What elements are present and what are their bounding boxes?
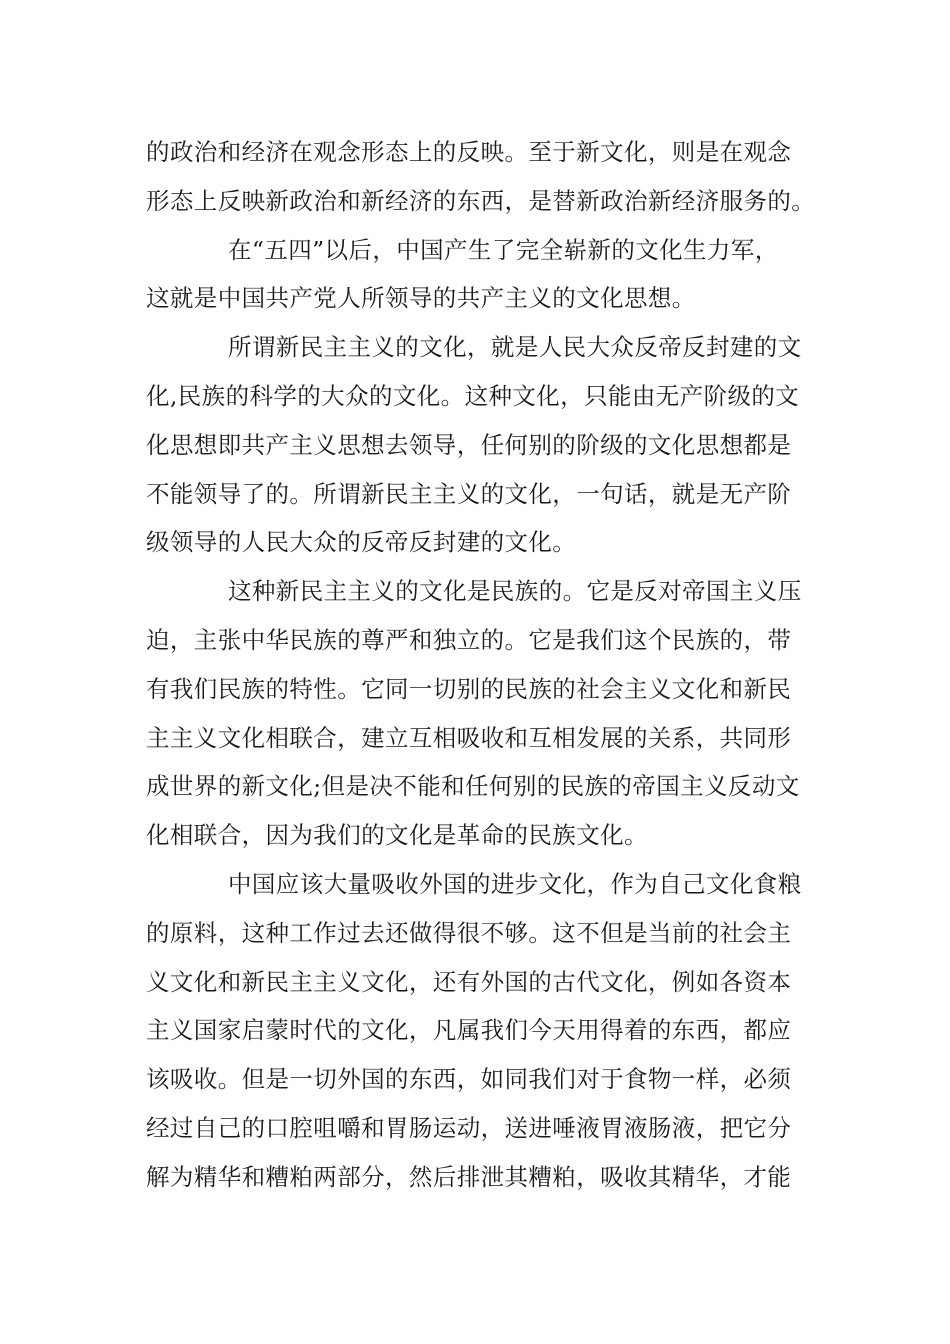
text-line: 迫，主张中华民族的尊严和独立的。它是我们这个民族的，带 bbox=[146, 625, 792, 654]
text-line: 化思想即共产主义思想去领导，任何别的阶级的文化思想都是 bbox=[146, 430, 792, 459]
text-line: 的政治和经济在观念形态上的反映。至于新文化，则是在观念 bbox=[146, 138, 792, 166]
text-line: 义文化和新民主主义文化，还有外国的古代文化，例如各资本 bbox=[146, 967, 792, 996]
text-line: 经过自己的口腔咀嚼和胃肠运动，送进唾液胃液肠液，把它分 bbox=[146, 1113, 792, 1142]
paragraph bbox=[146, 128, 816, 226]
text-line: 成世界的新文化;但是决不能和任何别的民族的帝国主义反动文 bbox=[146, 772, 800, 801]
text-line: 该吸收。但是一切外国的东西，如同我们对于食物一样，必须 bbox=[146, 1065, 792, 1094]
text-line: 中国应该大量吸收外国的进步文化，作为自己文化食粮 bbox=[228, 869, 802, 898]
text-line: 解为精华和糟粕两部分，然后排泄其糟粕，吸收其精华，才能 bbox=[146, 1162, 792, 1191]
text-line: 形态上反映新政治和新经济的东西，是替新政治新经济服务的。 bbox=[146, 186, 816, 215]
text-line: 化相联合，因为我们的文化是革命的民族文化。 bbox=[146, 821, 648, 850]
paragraph bbox=[146, 860, 802, 1202]
text-line: 有我们民族的特性。它同一切别的民族的社会主义文化和新民 bbox=[146, 674, 792, 703]
text-line: 这种新民主主义的文化是民族的。它是反对帝国主义压 bbox=[228, 577, 802, 606]
text-line: 所谓新民主主义的文化，就是人民大众反帝反封建的文 bbox=[228, 333, 802, 362]
text-line: 主义国家启蒙时代的文化，凡属我们今天用得着的东西，都应 bbox=[146, 1016, 792, 1045]
text-line: 级领导的人民大众的反帝反封建的文化。 bbox=[146, 528, 577, 557]
paragraph bbox=[146, 323, 802, 567]
paragraph bbox=[146, 226, 796, 324]
text-line: 化,民族的科学的大众的文化。这种文化，只能由无产阶级的文 bbox=[146, 381, 800, 410]
text-line: 的原料，这种工作过去还做得很不够。这不但是当前的社会主 bbox=[146, 918, 792, 947]
text-line: 不能领导了的。所谓新民主主义的文化，一句话，就是无产阶 bbox=[146, 479, 792, 508]
text-line: 主主义文化相联合，建立互相吸收和互相发展的关系，共同形 bbox=[146, 723, 792, 752]
text-line: 这就是中国共产党人所领导的共产主义的文化思想。 bbox=[146, 284, 696, 313]
paragraph bbox=[146, 567, 802, 860]
text-line: 在“五四”以后，中国产生了完全崭新的文化生力军， bbox=[228, 235, 779, 264]
body-text bbox=[146, 128, 816, 1202]
